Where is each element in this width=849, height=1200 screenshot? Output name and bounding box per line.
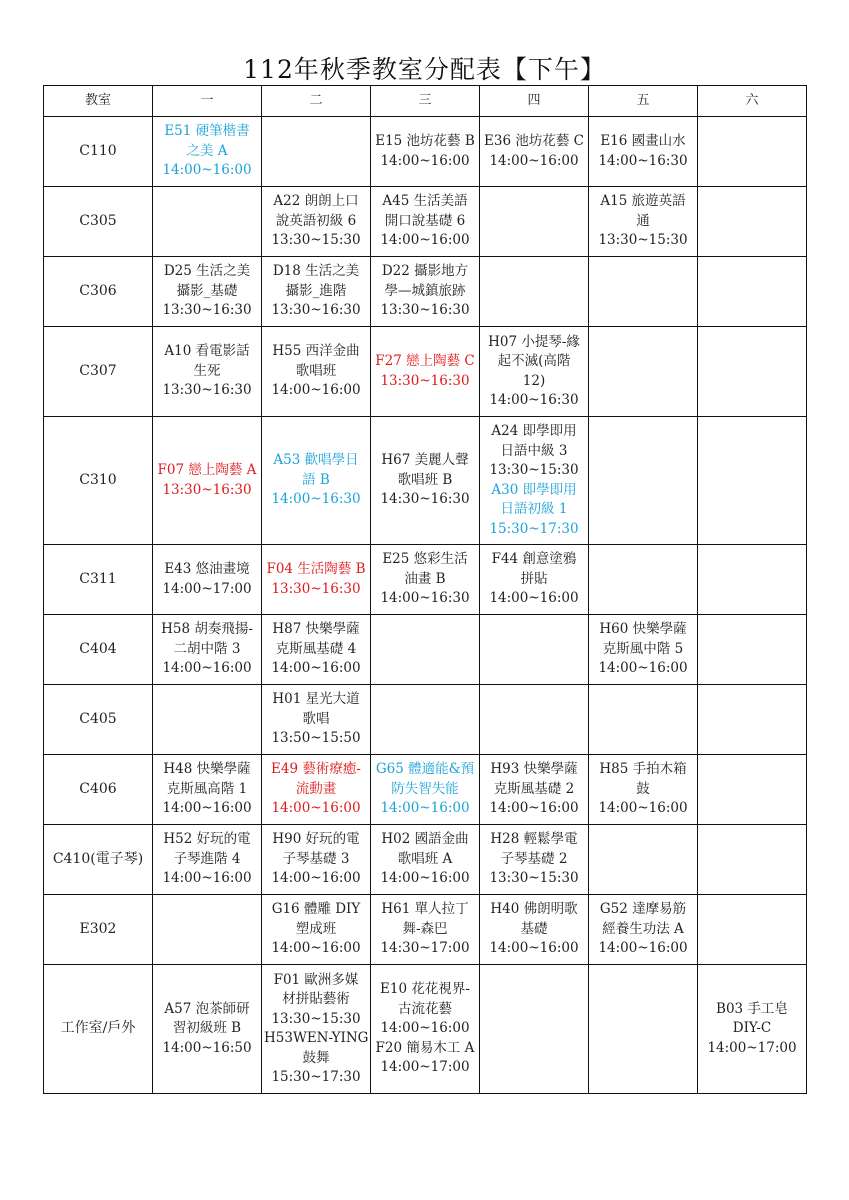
schedule-cell (589, 545, 698, 615)
class-entry (373, 900, 477, 959)
schedule-cell (480, 755, 589, 825)
class-entry-line: 14:00~16:30 (489, 392, 579, 408)
class-entry-line: H55 西洋金曲 (272, 343, 360, 360)
class-entry-line: A15 旅遊英語 (600, 193, 686, 210)
class-entry-line: 14:00~16:30 (380, 590, 470, 607)
classroom-schedule-table (43, 85, 807, 1094)
class-entry-line: 生死 (193, 362, 221, 379)
class-entry-line: 子琴進階 4 (173, 850, 241, 867)
schedule-cell (262, 545, 371, 615)
class-entry-line: 日語中級 3 (500, 442, 568, 459)
class-entry (264, 192, 368, 251)
schedule-cell (480, 965, 589, 1094)
class-entry-line: 13:30~16:30 (162, 382, 252, 399)
class-entry (482, 760, 586, 819)
schedule-cell (589, 417, 698, 545)
class-entry-line: 14:00~17:00 (162, 580, 252, 597)
schedule-cell (153, 545, 262, 615)
class-entry-line: H67 美麗人聲 (381, 452, 469, 469)
class-entry-line: H60 快樂學薩 (599, 621, 687, 638)
class-entry-line: 14:00~16:30 (271, 491, 361, 508)
class-entry-line: H52 好玩的電 (163, 831, 251, 848)
class-entry-line: 14:00~16:00 (271, 382, 361, 399)
schedule-cell (480, 187, 589, 257)
class-entry-line: E16 國畫山水 (600, 133, 686, 149)
class-entry-line: 通 (636, 212, 650, 229)
schedule-cell (698, 187, 807, 257)
schedule-cell (698, 615, 807, 685)
class-entry-line: 習初級班 B (172, 1020, 242, 1037)
room-cell: C305 (44, 187, 153, 257)
class-entry-line: 14:00~16:00 (489, 152, 579, 169)
class-entry-line: H93 快樂學薩 (490, 761, 578, 778)
class-entry-line: 14:00~16:00 (162, 660, 252, 677)
class-entry-line: 13:30~15:30 (271, 232, 361, 249)
class-entry (155, 1000, 259, 1059)
class-entry-line: 攝影_基礎 (176, 282, 238, 299)
schedule-cell (589, 755, 698, 825)
class-entry-line: A10 看電影話 (164, 343, 250, 360)
class-entry-line: 舞-森巴 (402, 920, 448, 937)
class-entry (373, 760, 477, 819)
schedule-cell (371, 545, 480, 615)
class-entry (373, 550, 477, 609)
class-entry (591, 900, 695, 959)
schedule-cell (698, 417, 807, 545)
schedule-cell (153, 257, 262, 327)
schedule-cell (480, 895, 589, 965)
class-entry-line: 說英語初級 6 (275, 212, 357, 229)
schedule-cell (153, 327, 262, 417)
class-entry-line: 基礎 (520, 920, 548, 937)
class-entry-line: 14:00~16:00 (380, 152, 470, 169)
class-entry-line: 14:00~16:00 (162, 162, 252, 179)
class-entry-line: 克斯風中階 5 (602, 640, 684, 657)
class-entry (155, 760, 259, 819)
class-entry-line: 13:30~15:30 (598, 232, 688, 249)
class-entry-line: 防失智失能 (391, 780, 459, 797)
class-entry (155, 830, 259, 889)
table-row (44, 895, 807, 965)
schedule-cell (589, 117, 698, 187)
class-entry (482, 422, 586, 481)
class-entry-line: 13:30~16:30 (380, 302, 470, 319)
room-cell: C310 (44, 417, 153, 545)
class-entry-line: D25 生活之美 (163, 263, 251, 280)
class-entry-line: 二胡中階 3 (173, 640, 241, 657)
class-entry-line: 14:00~16:00 (162, 800, 252, 817)
table-row (44, 417, 807, 545)
class-entry (482, 333, 586, 411)
class-entry-line: H90 好玩的電 (272, 831, 360, 848)
table-row (44, 755, 807, 825)
class-entry-line: A57 泡茶師研 (164, 1000, 250, 1017)
schedule-cell (589, 965, 698, 1094)
class-entry-line: A22 朗朗上口 (273, 193, 359, 210)
schedule-cell (371, 257, 480, 327)
schedule-cell (262, 117, 371, 187)
schedule-body (44, 117, 807, 1094)
schedule-cell (480, 117, 589, 187)
header-row (44, 86, 807, 117)
class-entry-line: 14:00~17:00 (707, 1039, 797, 1056)
class-entry (264, 620, 368, 679)
class-entry (591, 760, 695, 819)
class-entry-line: E25 悠彩生活 (382, 551, 468, 568)
schedule-cell (371, 825, 480, 895)
schedule-cell (589, 615, 698, 685)
schedule-cell (480, 825, 589, 895)
class-entry (155, 620, 259, 679)
schedule-cell (480, 257, 589, 327)
class-entry-line: 拼貼 (520, 570, 548, 587)
schedule-cell (698, 257, 807, 327)
class-entry-line: H40 佛朗明歌 (490, 901, 578, 918)
header-day-6: 六 (698, 86, 807, 117)
schedule-cell (371, 895, 480, 965)
class-entry-line: 日語初級 1 (500, 501, 568, 517)
schedule-cell (371, 327, 480, 417)
schedule-cell (698, 327, 807, 417)
class-entry-line: 歌唱班 (295, 362, 337, 379)
room-cell: C410(電子琴) (44, 825, 153, 895)
class-entry-line: 起不滅(高階 (497, 353, 571, 369)
room-cell: C404 (44, 615, 153, 685)
table-row (44, 965, 807, 1094)
class-entry (591, 620, 695, 679)
schedule-cell (480, 685, 589, 755)
class-entry-line: A53 歡唱學日 (273, 452, 359, 469)
class-entry-line: H28 輕鬆學電 (490, 831, 578, 848)
class-entry-line: A45 生活美語 (382, 193, 468, 210)
room-cell: C306 (44, 257, 153, 327)
schedule-cell (371, 965, 480, 1094)
schedule-cell (589, 685, 698, 755)
class-entry-line: 14:00~16:00 (271, 940, 361, 957)
class-entry-line: 古流花藝 (398, 1000, 452, 1017)
schedule-cell (480, 417, 589, 545)
schedule-cell (153, 825, 262, 895)
class-entry (700, 1000, 804, 1059)
class-entry-line: F01 歐洲多媒 (273, 971, 359, 988)
class-entry-line: DIY-C (732, 1020, 772, 1037)
room-cell: C405 (44, 685, 153, 755)
class-entry-line: 14:00~16:00 (271, 800, 361, 817)
class-entry (482, 132, 586, 171)
class-entry (155, 560, 259, 599)
class-entry-line: H58 胡奏飛揚- (161, 621, 253, 638)
class-entry-line: 之美 A (186, 142, 228, 159)
schedule-cell (698, 117, 807, 187)
class-entry-line: D22 攝影地方 (381, 263, 469, 280)
schedule-cell (371, 117, 480, 187)
table-row (44, 327, 807, 417)
class-entry (264, 760, 368, 819)
class-entry-line: 材拼貼藝術 (282, 991, 350, 1007)
class-entry-line: E10 花花視界- (380, 981, 470, 998)
schedule-cell (371, 187, 480, 257)
class-entry-line: D18 生活之美 (272, 263, 360, 280)
header-room: 教室 (44, 86, 153, 117)
class-entry (482, 830, 586, 889)
class-entry-line: H02 國語金曲 (381, 831, 469, 848)
class-entry-line: 13:30~16:30 (271, 302, 361, 319)
class-entry-line: 13:30~16:30 (271, 580, 361, 597)
room-cell: C311 (44, 545, 153, 615)
schedule-cell (480, 545, 589, 615)
class-entry-line: H48 快樂學薩 (163, 761, 251, 778)
class-entry (155, 342, 259, 401)
class-entry-line: 14:00~16:00 (271, 870, 361, 887)
class-entry (482, 550, 586, 609)
table-row (44, 615, 807, 685)
class-entry (264, 900, 368, 959)
class-entry-line: A30 即學即用 (491, 481, 577, 498)
class-entry (155, 122, 259, 181)
class-entry-line: 15:30~17:30 (271, 1069, 361, 1085)
schedule-cell (262, 965, 371, 1094)
schedule-cell (698, 825, 807, 895)
class-entry (373, 830, 477, 889)
class-entry-line: 子琴基礎 3 (282, 850, 350, 867)
class-entry-line: F20 簡易木工 A (375, 1039, 475, 1056)
table-row (44, 117, 807, 187)
class-entry-line: 流動畫 (295, 780, 337, 797)
schedule-cell (153, 755, 262, 825)
schedule-cell (698, 685, 807, 755)
class-entry (482, 481, 586, 540)
class-entry-line: H53WEN-YING (264, 1030, 369, 1046)
class-entry-line: G65 體適能&預 (375, 761, 475, 778)
class-entry-line: 14:00~16:00 (598, 660, 688, 677)
schedule-cell (153, 615, 262, 685)
schedule-cell (262, 755, 371, 825)
class-entry (155, 262, 259, 321)
schedule-cell (480, 615, 589, 685)
class-entry-line: E43 悠油畫境 (164, 561, 250, 577)
class-entry-line: 15:30~17:30 (489, 520, 579, 537)
room-cell: C406 (44, 755, 153, 825)
class-entry-line: 克斯風基礎 4 (275, 640, 357, 657)
class-entry-line: 油畫 B (404, 570, 446, 587)
class-entry (373, 451, 477, 510)
class-entry-line: 鼓 (636, 780, 650, 797)
class-entry-line: 經養生功法 A (602, 920, 684, 937)
class-entry-line: 13:30~15:30 (489, 870, 579, 887)
header-day-3: 三 (371, 86, 480, 117)
schedule-cell (262, 187, 371, 257)
class-entry (264, 971, 368, 1088)
schedule-cell (262, 895, 371, 965)
page-title: 112年秋季教室分配表【下午】 (243, 55, 606, 84)
header-day-1: 一 (153, 86, 262, 117)
table-row (44, 685, 807, 755)
schedule-cell (480, 327, 589, 417)
class-entry-line: 14:00~16:00 (380, 800, 470, 817)
class-entry-line: H85 手拍木箱 (599, 761, 687, 778)
table-row (44, 825, 807, 895)
room-cell: C307 (44, 327, 153, 417)
schedule-cell (589, 257, 698, 327)
class-entry-line: 克斯風高階 1 (166, 780, 248, 797)
class-entry-line: 歌唱班 B (397, 471, 453, 488)
class-entry-line: H07 小提琴-緣 (488, 333, 580, 350)
class-entry-line: B03 手工皂 (716, 1000, 788, 1017)
schedule-cell (698, 545, 807, 615)
schedule-cell (262, 417, 371, 545)
class-entry-line: 14:00~16:00 (598, 940, 688, 957)
schedule-cell (698, 755, 807, 825)
schedule-cell (371, 417, 480, 545)
class-entry-line: H01 星光大道 (272, 691, 360, 708)
class-entry-line: 14:30~16:30 (380, 491, 470, 508)
class-entry-line: 14:00~16:00 (271, 660, 361, 677)
class-entry-line: 12) (522, 372, 546, 389)
table-row (44, 545, 807, 615)
class-entry (155, 461, 259, 500)
class-entry (373, 352, 477, 391)
schedule-cell (262, 685, 371, 755)
class-entry-line: 歌唱班 A (397, 850, 453, 867)
schedule-cell (589, 187, 698, 257)
class-entry-line: H61 單人拉丁 (381, 901, 469, 918)
class-entry (373, 192, 477, 251)
header-day-5: 五 (589, 86, 698, 117)
table-row (44, 257, 807, 327)
class-entry-line: 14:00~16:00 (598, 800, 688, 817)
class-entry-line: 14:00~16:00 (162, 870, 252, 887)
class-entry-line: 13:30~16:30 (162, 302, 252, 319)
class-entry-line: E36 池坊花藝 C (484, 133, 584, 149)
class-entry-line: 14:00~16:00 (380, 232, 470, 249)
schedule-cell (153, 417, 262, 545)
class-entry (264, 451, 368, 510)
room-cell: E302 (44, 895, 153, 965)
table-row (44, 187, 807, 257)
schedule-cell (589, 895, 698, 965)
schedule-cell (371, 755, 480, 825)
class-entry-line: 歌唱 (302, 710, 330, 727)
class-entry-line: 克斯風基礎 2 (493, 780, 575, 797)
class-entry (591, 192, 695, 251)
class-entry-line: F04 生活陶藝 B (266, 561, 366, 577)
schedule-cell (262, 825, 371, 895)
class-entry-line: 13:50~15:50 (271, 730, 361, 747)
schedule-cell (262, 615, 371, 685)
class-entry-line: F27 戀上陶藝 C (375, 353, 475, 369)
class-entry (373, 980, 477, 1078)
class-entry-line: 14:00~16:00 (489, 800, 579, 817)
class-entry-line: 鼓舞 (302, 1049, 330, 1066)
schedule-cell (698, 965, 807, 1094)
schedule-cell (698, 895, 807, 965)
class-entry (482, 900, 586, 959)
class-entry-line: E49 藝術療癒- (271, 761, 361, 778)
class-entry-line: 13:30~16:30 (380, 372, 470, 389)
class-entry-line: 開口說基礎 6 (384, 212, 466, 229)
class-entry (373, 132, 477, 171)
schedule-cell (153, 117, 262, 187)
class-entry-line: 14:30~17:00 (380, 940, 470, 957)
class-entry (264, 560, 368, 599)
class-entry-line: 14:00~17:00 (380, 1059, 470, 1076)
class-entry (591, 132, 695, 171)
room-cell: C110 (44, 117, 153, 187)
class-entry-line: 13:30~15:30 (489, 462, 579, 478)
header-day-4: 四 (480, 86, 589, 117)
class-entry-line: A24 即學即用 (491, 423, 577, 439)
class-entry-line: 攝影_進階 (285, 282, 347, 299)
class-entry-line: 學—城鎮旅跡 (384, 282, 466, 299)
class-entry (264, 690, 368, 749)
class-entry-line: 14:00~16:30 (598, 152, 688, 169)
class-entry-line: 14:00~16:00 (489, 940, 579, 957)
class-entry (264, 262, 368, 321)
class-entry-line: 14:00~16:00 (489, 590, 579, 607)
schedule-cell (153, 685, 262, 755)
schedule-cell (589, 327, 698, 417)
schedule-cell (262, 257, 371, 327)
schedule-cell (153, 965, 262, 1094)
class-entry (264, 342, 368, 401)
class-entry-line: 塑成班 (295, 920, 337, 937)
schedule-cell (371, 685, 480, 755)
class-entry-line: E51 硬筆楷書 (164, 123, 250, 140)
room-cell: 工作室/戶外 (44, 965, 153, 1094)
schedule-cell (589, 825, 698, 895)
class-entry-line: 14:00~16:50 (162, 1039, 252, 1056)
schedule-cell (153, 187, 262, 257)
class-entry-line: E15 池坊花藝 B (375, 133, 475, 149)
class-entry-line: H87 快樂學薩 (272, 621, 360, 638)
header-day-2: 二 (262, 86, 371, 117)
class-entry-line: 13:30~16:30 (162, 481, 252, 498)
class-entry-line: 子琴基礎 2 (500, 850, 568, 867)
class-entry-line: 語 B (302, 471, 330, 488)
schedule-cell (153, 895, 262, 965)
class-entry-line: 14:00~16:00 (380, 870, 470, 887)
class-entry-line: F07 戀上陶藝 A (157, 462, 257, 478)
class-entry-line: 14:00~16:00 (380, 1020, 470, 1037)
class-entry (264, 830, 368, 889)
schedule-cell (371, 615, 480, 685)
class-entry-line: F44 創意塗鴉 (491, 551, 577, 568)
class-entry-line: G16 體雕 DIY (271, 901, 361, 918)
class-entry-line: 13:30~15:30 (271, 1010, 361, 1027)
class-entry-line: G52 達摩易筋 (599, 901, 687, 918)
class-entry (373, 262, 477, 321)
schedule-cell (262, 327, 371, 417)
